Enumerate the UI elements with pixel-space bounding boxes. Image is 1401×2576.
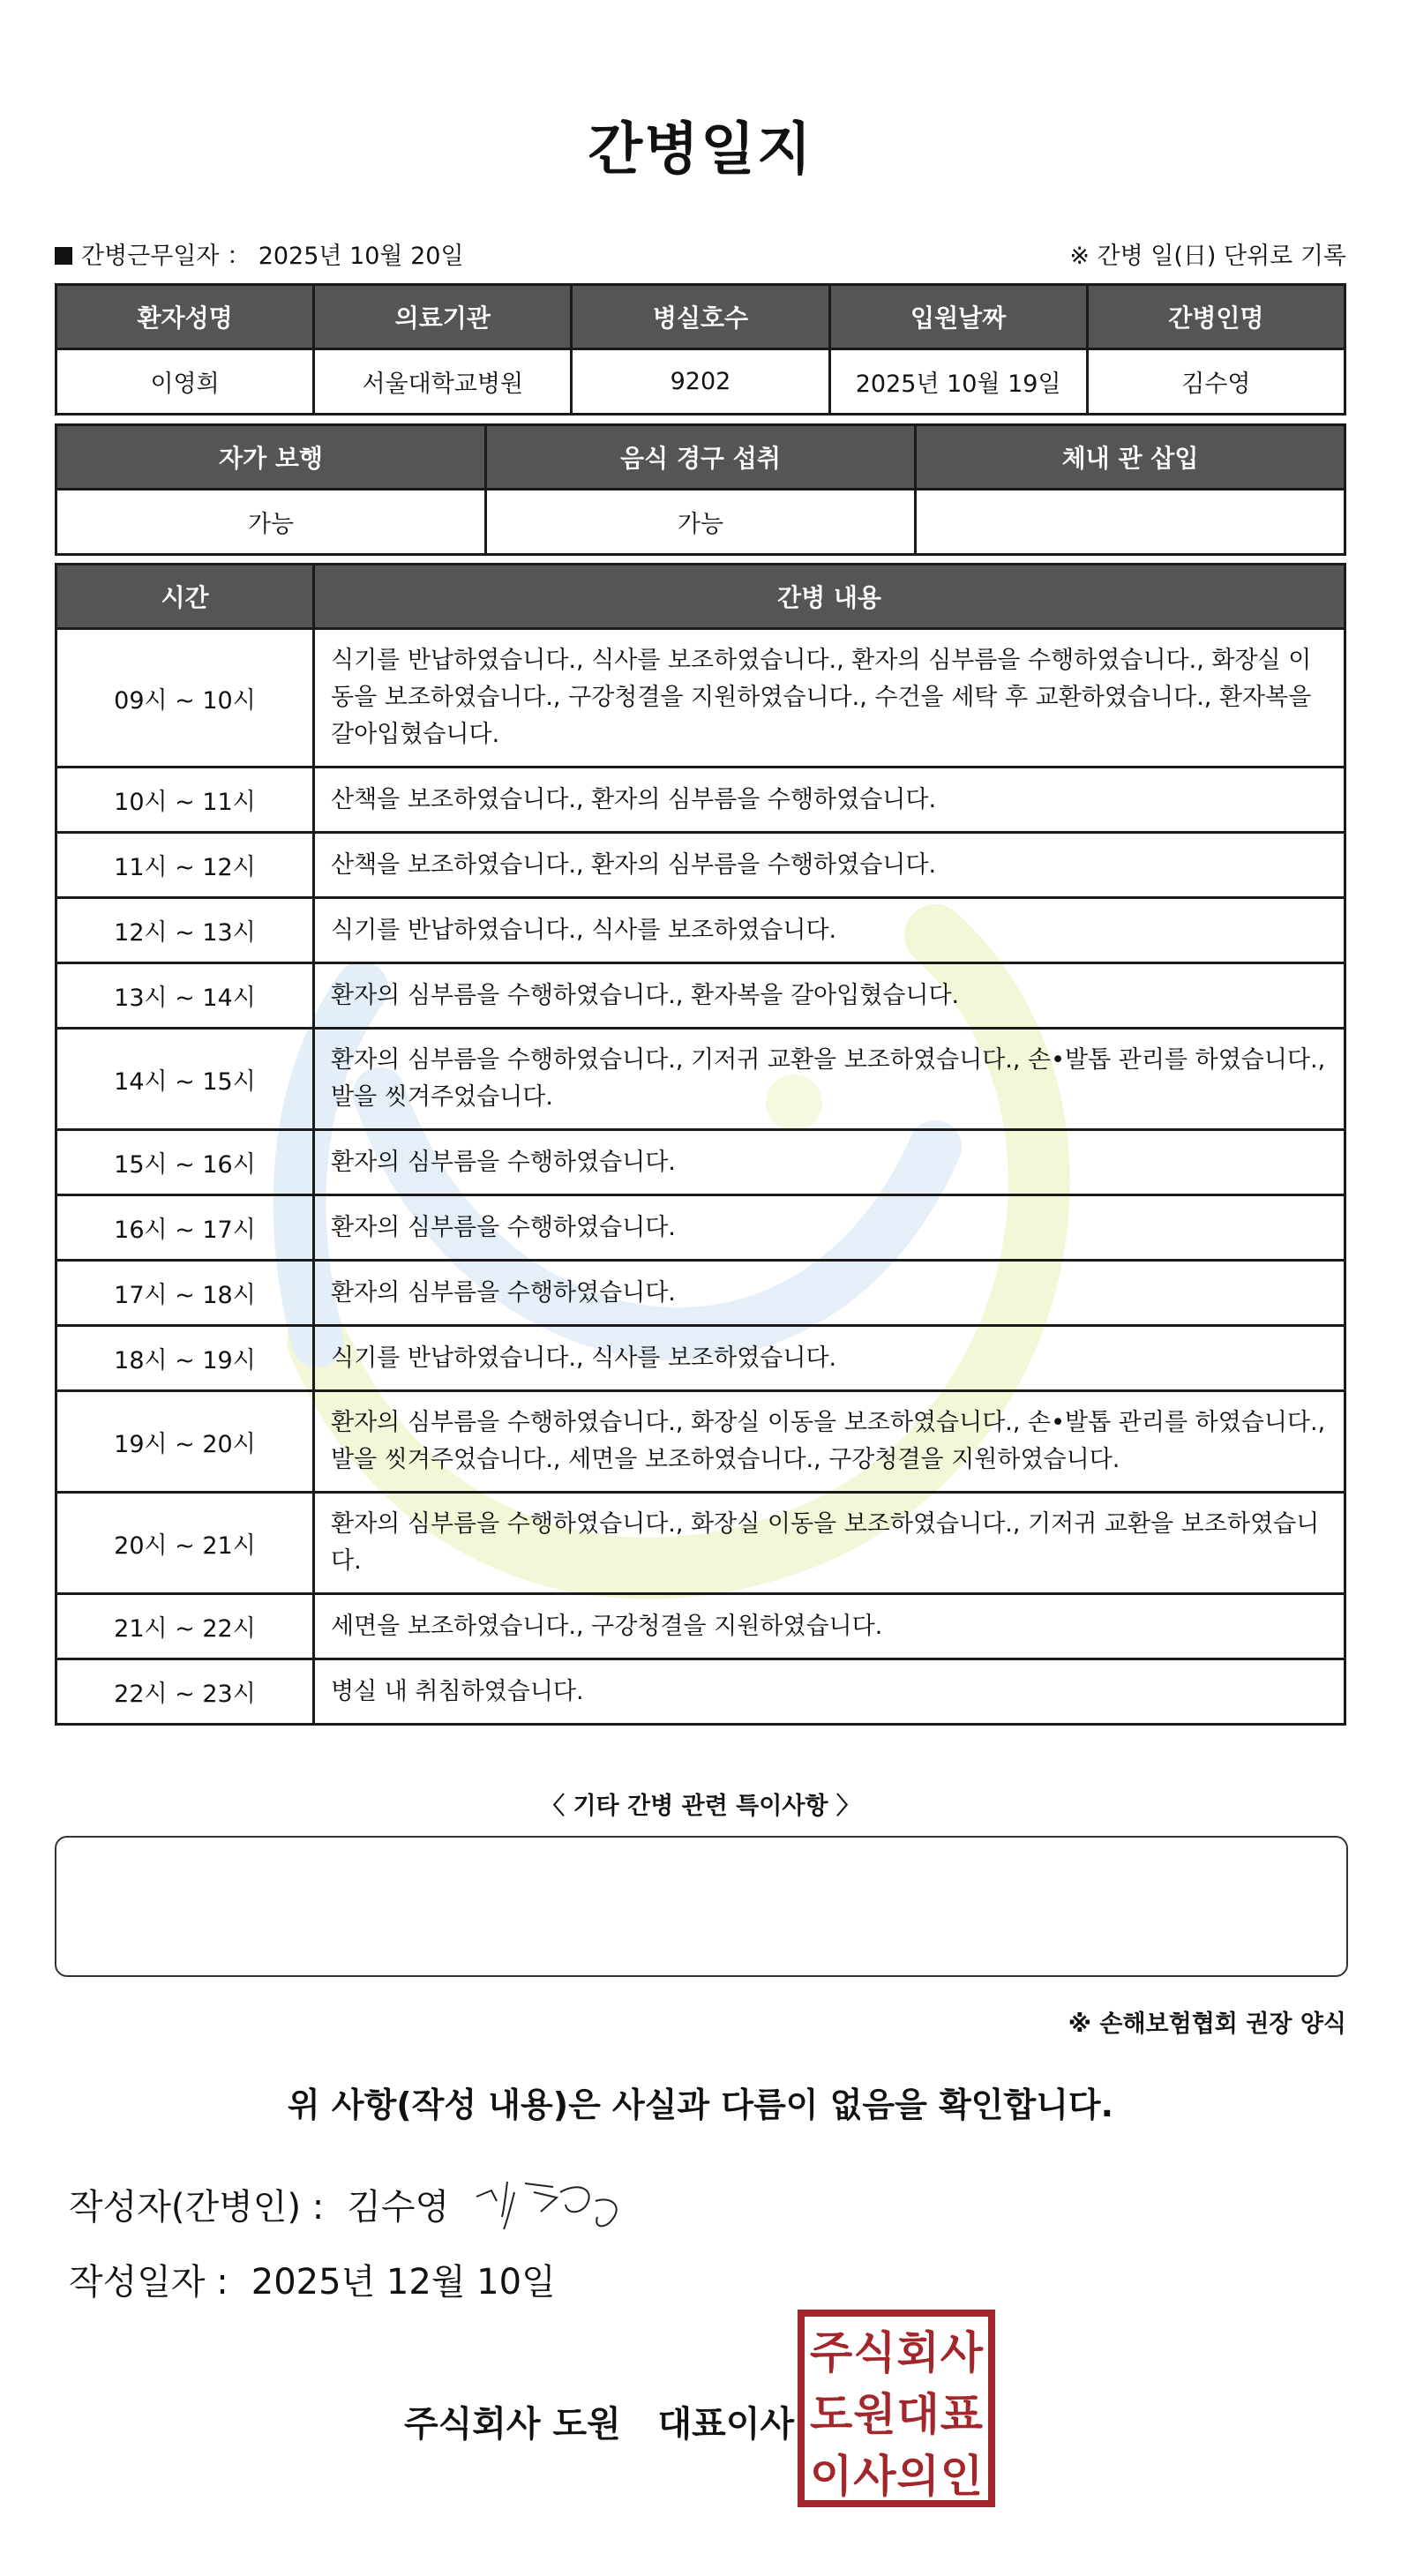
work-date-value: 2025년 10월 20일 [258, 243, 464, 270]
header-tube-insertion: 체내 관 삽입 [916, 425, 1345, 490]
header-admission-date: 입원날짜 [829, 285, 1087, 349]
header-hospital: 의료기관 [314, 285, 572, 349]
patient-name-value: 이영희 [56, 349, 314, 415]
care-log-row [56, 629, 1345, 768]
room-number-value: 9202 [572, 349, 829, 415]
writer-line [69, 2179, 449, 2229]
care-log-content: 환자의 심부름을 수행하였습니다., 환자복을 갈아입혔습니다. [314, 963, 1345, 1029]
care-log-table [55, 563, 1346, 1726]
care-log-row [56, 1261, 1345, 1326]
care-log-time: 22시 ~ 23시 [56, 1659, 314, 1725]
care-log-row [56, 1594, 1345, 1659]
header-time: 시간 [56, 565, 314, 629]
patient-info-table [55, 283, 1346, 416]
care-log-row [56, 1659, 1345, 1725]
care-log-time: 21시 ~ 22시 [56, 1594, 314, 1659]
oral-intake-value: 가능 [486, 490, 916, 555]
care-log-time: 09시 ~ 10시 [56, 629, 314, 768]
care-log-time: 20시 ~ 21시 [56, 1493, 314, 1594]
header-oral-intake: 음식 경구 섭취 [486, 425, 916, 490]
admission-date-value: 2025년 10월 19일 [829, 349, 1087, 415]
tube-insertion-value [916, 490, 1345, 555]
care-log-header-row [56, 565, 1345, 629]
document-title: 간병일지 [588, 117, 813, 183]
header-care-content: 간병 내용 [314, 565, 1345, 629]
care-log-content: 환자의 심부름을 수행하였습니다. [314, 1261, 1345, 1326]
care-log-row [56, 963, 1345, 1029]
company-representative: 주식회사 도원 대표이사 [404, 2404, 795, 2445]
hospital-value: 서울대학교병원 [314, 349, 572, 415]
header-patient-name: 환자성명 [56, 285, 314, 349]
notes-box [55, 1836, 1348, 1977]
svg-text:주식회사: 주식회사 [810, 2327, 983, 2378]
patient-value-row [56, 349, 1345, 415]
care-log-row [56, 1493, 1345, 1594]
care-log-time: 11시 ~ 12시 [56, 833, 314, 898]
work-date-label: 간병근무일자 [81, 243, 220, 270]
care-log-time: 16시 ~ 17시 [56, 1195, 314, 1261]
svg-text:도원대표: 도원대표 [810, 2389, 983, 2440]
square-bullet-icon [55, 247, 72, 265]
record-note: ※ 간병 일(日) 단위로 기록 [1069, 243, 1346, 270]
care-log-time: 12시 ~ 13시 [56, 898, 314, 963]
care-log-row [56, 1195, 1345, 1261]
recommended-form-note: ※ 손해보험협회 권장 양식 [1068, 2011, 1346, 2038]
header-room-number: 병실호수 [572, 285, 829, 349]
care-log-content: 산책을 보조하였습니다., 환자의 심부름을 수행하였습니다. [314, 833, 1345, 898]
status-value-row [56, 490, 1345, 555]
work-date-separator: ： [227, 243, 251, 270]
care-log-time: 13시 ~ 14시 [56, 963, 314, 1029]
care-log-content: 환자의 심부름을 수행하였습니다., 기저귀 교환을 보조하였습니다., 손•발톱 관리를 하였습니다., 발을 씻겨주었습니다. [314, 1029, 1345, 1130]
care-log-content: 병실 내 취침하였습니다. [314, 1659, 1345, 1725]
care-log-time: 19시 ~ 20시 [56, 1391, 314, 1493]
care-log-row [56, 1029, 1345, 1130]
care-log-time: 17시 ~ 18시 [56, 1261, 314, 1326]
caregiver-name-value: 김수영 [1087, 349, 1345, 415]
handwritten-signature [472, 2166, 631, 2236]
patient-header-row [56, 285, 1345, 349]
care-log-time: 10시 ~ 11시 [56, 768, 314, 833]
care-log-body [56, 629, 1345, 1725]
writer-label: 작성자(간병인) : [69, 2187, 325, 2228]
writer-name: 김수영 [347, 2187, 450, 2228]
patient-status-table [55, 423, 1346, 556]
work-date [55, 236, 464, 271]
care-log-row [56, 833, 1345, 898]
self-walking-value: 가능 [56, 490, 486, 555]
status-header-row [56, 425, 1345, 490]
care-log-content: 식기를 반납하였습니다., 식사를 보조하였습니다., 환자의 심부름을 수행하였습니다., 화장실 이동을 보조하였습니다., 구강청결을 지원하였습니다., 수건을 세탁 후 교환하였습니다., 환자복을 갈아입혔습니다. [314, 629, 1345, 768]
care-log-time: 15시 ~ 16시 [56, 1130, 314, 1195]
care-log-content: 세면을 보조하였습니다., 구강청결을 지원하였습니다. [314, 1594, 1345, 1659]
care-log-content: 환자의 심부름을 수행하였습니다. [314, 1195, 1345, 1261]
care-log-row [56, 1130, 1345, 1195]
care-log-time: 18시 ~ 19시 [56, 1326, 314, 1391]
header-self-walking: 자가 보행 [56, 425, 486, 490]
written-date-line [69, 2254, 556, 2304]
care-log-time: 14시 ~ 15시 [56, 1029, 314, 1130]
care-log-content: 식기를 반납하였습니다., 식사를 보조하였습니다. [314, 898, 1345, 963]
written-date-label: 작성일자 : [69, 2262, 229, 2303]
confirmation-statement: 위 사항(작성 내용)은 사실과 다름이 없음을 확인합니다. [287, 2086, 1114, 2124]
header-caregiver-name: 간병인명 [1087, 285, 1345, 349]
written-date-value: 2025년 12월 10일 [251, 2262, 556, 2303]
notes-title: 〈 기타 간병 관련 특이사항 〉 [541, 1793, 860, 1820]
care-log-content: 식기를 반납하였습니다., 식사를 보조하였습니다. [314, 1326, 1345, 1391]
care-log-content: 환자의 심부름을 수행하였습니다. [314, 1130, 1345, 1195]
care-log-content: 환자의 심부름을 수행하였습니다., 화장실 이동을 보조하였습니다., 손•발톱 관리를 하였습니다., 발을 씻겨주었습니다., 세면을 보조하였습니다., 구강청결을 지원하였습니다. [314, 1391, 1345, 1493]
care-log-content: 환자의 심부름을 수행하였습니다., 화장실 이동을 보조하였습니다., 기저귀 교환을 보조하였습니다. [314, 1493, 1345, 1594]
care-log-row [56, 768, 1345, 833]
care-log-row [56, 1391, 1345, 1493]
company-seal [798, 2310, 995, 2507]
care-log-row [56, 898, 1345, 963]
care-log-content: 산책을 보조하였습니다., 환자의 심부름을 수행하였습니다. [314, 768, 1345, 833]
svg-text:이사의인: 이사의인 [810, 2451, 983, 2502]
care-log-row [56, 1326, 1345, 1391]
